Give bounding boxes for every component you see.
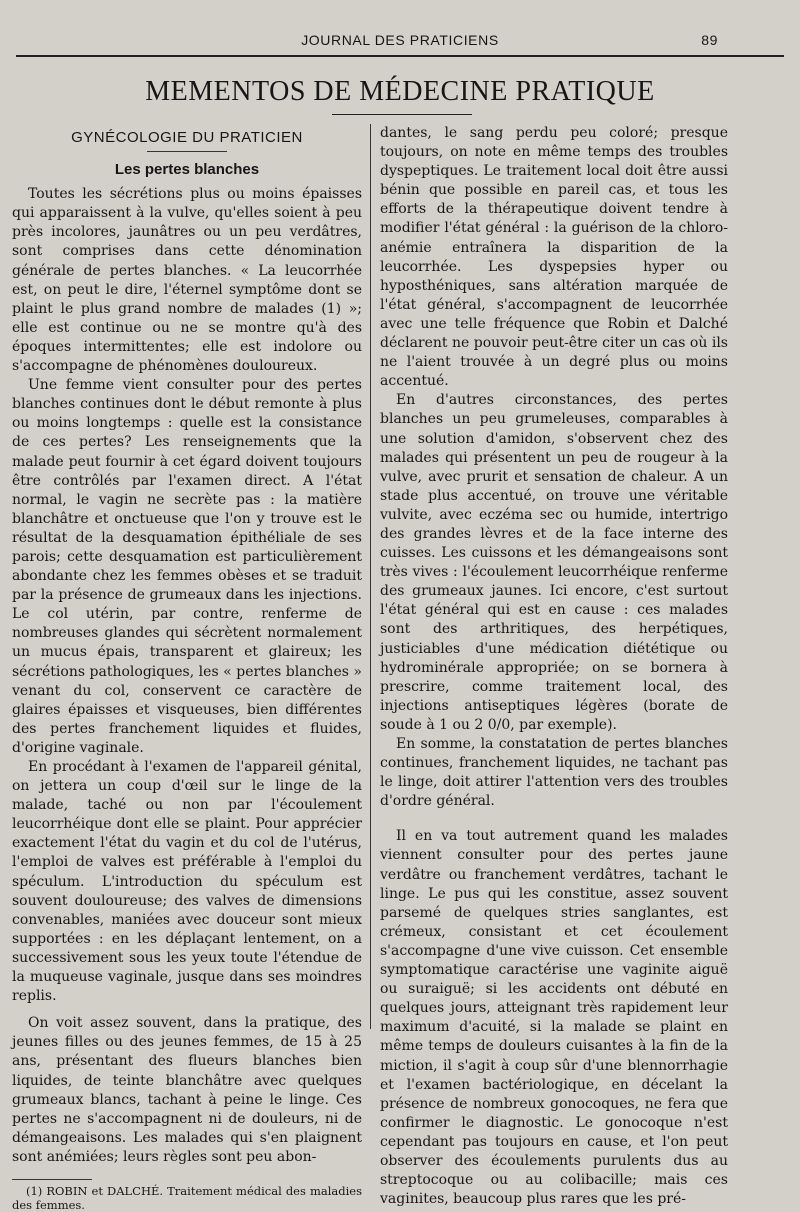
footnote: (1) ROBIN et DALCHÉ. Traitement médical des maladies des femmes.: [12, 1183, 362, 1212]
section-rule: [147, 151, 227, 152]
running-header: [16, 28, 784, 52]
right-column: [380, 124, 728, 1209]
column-divider: [370, 124, 371, 1029]
footnote-rule: [12, 1179, 92, 1180]
header-rule: [16, 55, 784, 57]
paragraph: Une femme vient consulter pour des pertes blanches continues dont le début remonte à plus ou moins longtemps : quelle est la consistance de ces pertes? Les renseignements que la malade peut fournir à cet égard doivent toujours être contrôlés par l'examen direct. A l'état normal, le vagin ne secrète pas : la matière blanchâtre et onctueuse que l'on y trouve est le résultat de la desquamation épithéliale de ses parois; cette desquamation est particulièrement abondante chez les femmes obèses et se traduit par la présence de grumeaux dans les injections. Le col utérin, par contre, renferme de nombreuses glandes qui sécrètent normalement un mucus épais, transparent et glaireux; les sécrétions pathologiques, les « pertes blanches » venant du col, conservent ce caractère de glaires épaisses et visqueuses, bien différentes des pertes franchement liquides et fluides, d'origine vaginale.: [12, 377, 362, 756]
subsection-title: Les pertes blanches: [114, 161, 260, 179]
paragraph: En procédant à l'examen de l'appareil génital, on jettera un coup d'œil sur le linge de la malade, taché ou non par l'écoulement leucorrhéique dont elle se plaint. Pour apprécier exactement l'état du vagin et du col de l'utérus, l'emploi de valves est préférable à l'emploi du spéculum. L'introduction du spéculum est souvent douloureuse; des valves de dimensions convenables, maniées avec douceur sont mieux supportées : en les déplaçant lentement, on a successivement sous les yeux toute l'étendue de la muqueuse vaginale, jusque dans ses moindres replis.: [12, 759, 362, 1005]
title-rule: [332, 114, 472, 115]
paragraph: Toutes les sécrétions plus ou moins épaisses qui apparaissent à la vulve, qu'elles soient à peu près incolores, jaunâtres ou un peu verdâtres, sont comprises dans cette dénomination générale de pertes blanches. « La leucorrhée est, on peut le dire, l'éternel symptôme dont se plaint le plus grand nombre de malades (1) »; elle est continue ou ne se montre qu'à des époques intermittentes; elle est indolore ou s'accompagne de phénomènes douloureux.: [12, 186, 362, 375]
left-column: [12, 124, 362, 1212]
section-title: GYNÉCOLOGIE DU PRATICIEN: [71, 129, 303, 146]
paragraph: En somme, la constatation de pertes blanches continues, franchement liquides, ne tachant pas le linge, doit attirer l'attention vers des troubles d'ordre général.: [380, 736, 728, 810]
paragraph: dantes, le sang perdu peu coloré; presque toujours, on note en même temps des troubles dyspeptiques. Le traitement local doit être aussi bénin que possible en pareil cas, et tous les efforts de la thérapeutique doivent tendre à modifier l'état général : la guérison de la chloro-anémie entraînera la disparition de la leucorrhée. Les dyspepsies hyper ou hyposthéniques, sans altération marquée de l'état général, s'accompagnent de leucorrhée avec une telle fréquence que Robin et Dalché déclarent ne pouvoir peut-être citer un cas où ils ne l'aient trouvée à un degré plus ou moins accentué.: [380, 125, 728, 390]
paragraph: On voit assez souvent, dans la pratique, des jeunes filles ou des jeunes femmes, de 15 à 25 ans, présentant des flueurs blanches bien liquides, de teinte blanchâtre avec quelques grumeaux blancs, tachant à peine le linge. Ces pertes ne s'accompagnent ni de douleurs, ni de démangeaisons. Les malades qui s'en plaignent sont anémiées; leurs règles sont peu abon-: [12, 1015, 362, 1165]
paragraph: En d'autres circonstances, des pertes blanches un peu grumeleuses, comparables à une solution d'amidon, s'observent chez des malades qui présentent un peu de rougeur à la vulve, avec prurit et sensation de chaleur. A un stade plus accentué, on trouve une véritable vulvite, avec eczéma sec ou humide, intertrigo des grandes lèvres et de la face interne des cuisses. Les cuissons et les démangeaisons sont très vives : l'écoulement leucorrhéique renferme des grumeaux jaunes. Ici encore, c'est surtout l'état général qui est en cause : ces malades sont des arthritiques, des herpétiques, justiciables d'une médication diététique ou hydrominérale appropriée; on se bornera à prescrire, comme traitement local, des injections antiseptiques légères (borate de soude à 1 ou 2 0/0, par exemple).: [380, 392, 728, 733]
page-title: MEMENTOS DE MÉDECINE PRATIQUE: [145, 76, 655, 107]
page-number: 89: [701, 32, 718, 48]
paragraph: Il en va tout autrement quand les malades viennent consulter pour des pertes jaune verdâtre ou franchement verdâtres, tachant le linge. Le pus qui les constitue, assez souvent parsemé de quelques stries sanglantes, est crémeux, consistant et cet écoulement s'accompagne d'une vive cuisson. Cet ensemble symptomatique caractérise une vaginite aiguë ou suraiguë; si les accidents ont débuté en quelques jours, atteignant très rapidement leur maximum d'acuité, si la malade se plaint en même temps de douleurs cuisantes à la fin de la miction, il s'agit à coup sûr d'une blennorrhagie et l'examen bactériologique, en décelant la présence de nombreux gonocoques, ne fera que confirmer le diagnostic. Le gonocoque n'est cependant pas toujours en cause, et l'on peut observer des écoulements purulents dus au streptocoque ou au colibacille; mais ces vaginites, beaucoup plus rares que les pré-: [380, 828, 728, 1208]
journal-title: JOURNAL DES PRATICIENS: [301, 32, 499, 48]
